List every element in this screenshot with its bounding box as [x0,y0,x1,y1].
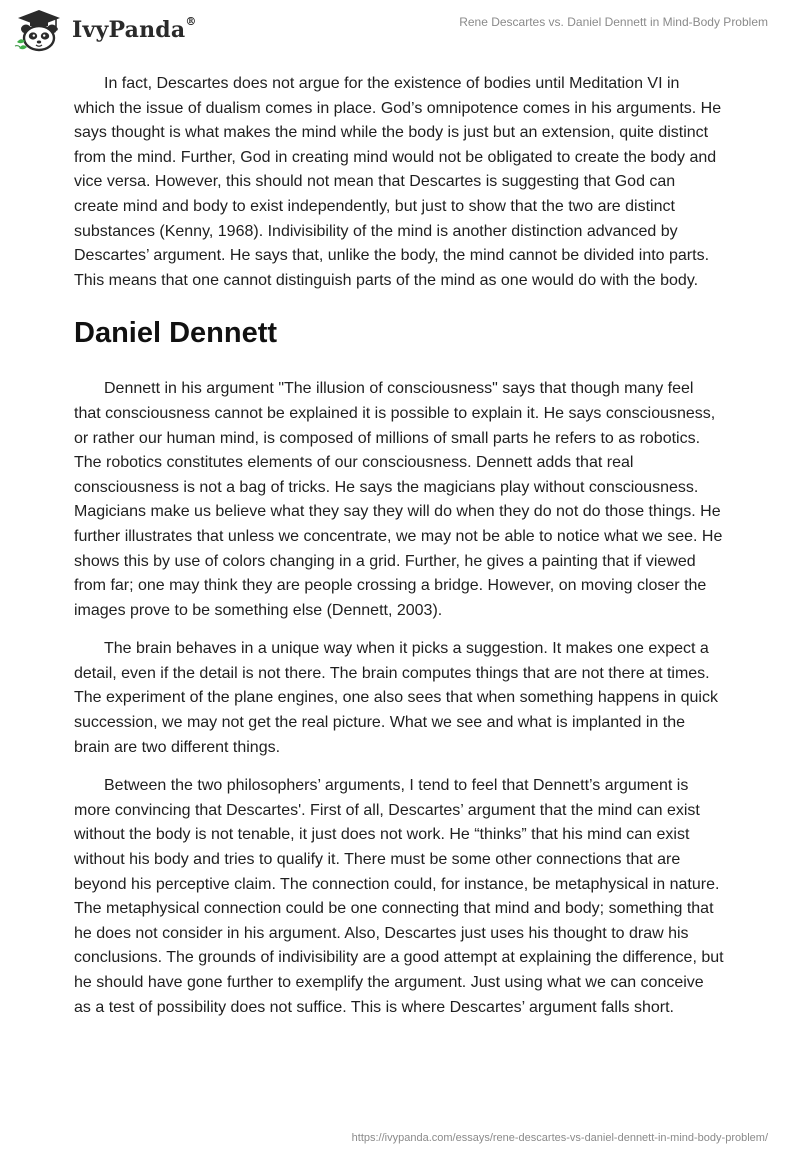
source-url[interactable]: https://ivypanda.com/essays/rene-descartes-vs-daniel-dennett-in-mind-body-problem/ [351,1132,768,1144]
brand-name: IvyPanda® [72,15,197,43]
paragraph: Dennett in his argument "The illusion of consciousness" says that though many feel that consciousness cannot be explained it is possible to explain it. He says consciousness, or rather our human mind, is composed of millions of small parts he refers to as robotics. The robotics constitutes elements of our consciousness. Dennett adds that real consciousness is not a bag of tricks. He says the magicians play without consciousness. Magicians make us believe what they say they will do when they do not do those things. He further illustrates that unless we concentrate, we may not be able to notice what we see. He shows this by use of colors changing in a grid. Further, he gives a painting that if viewed from far; one may think they are people crossing a bridge. However, on moving closer the images prove to be something else (Dennett, 2003). [74,380,723,619]
paragraph: Between the two philosophers’ arguments, I tend to feel that Dennett’s argument is more convincing that Descartes'. First of all, Descartes’ argument that the mind can exist without the body is not tenable, it just does not work. He “thinks” that his mind can exist without his body and tries to qualify it. There must be some other connections that are beyond his perceptive claim. The connection could, for instance, be metaphysical in nature. The metaphysical connection could be one connecting that mind and body; something that he does not consider in his argument. Also, Descartes just uses his thought to draw his conclusions. The grounds of indivisibility are a good attempt at explaining the difference, but he should have gone further to exemplify the argument. Just using what we can conceive as a test of possibility does not suffice. This is where Descartes’ argument falls short. [74,777,724,1016]
page-header [0,0,800,60]
panda-graduate-icon [14,8,64,52]
paragraph: The brain behaves in a unique way when it picks a suggestion. It makes one expect a detail, even if the detail is not there. The brain computes things that are not there at times. The experiment of the plane engines, one also sees that when something happens in quick succession, we may not get the real picture. What we see and what is implanted in the brain are two different things. [74,640,718,756]
ivypanda-logo[interactable] [14,8,197,52]
section-heading: Daniel Dennett [74,317,278,350]
paragraph: In fact, Descartes does not argue for the existence of bodies until Meditation VI in which the issue of dualism comes in place. God’s omnipotence comes in his arguments. He says thought is what makes the mind while the body is just but an extension, quite distinct from the mind. Further, God in creating mind would not be obligated to create the body and vice versa. However, this should not mean that Descartes is suggesting that God can create mind and body to exist independently, but just to show that the two are distinct substances (Kenny, 1968). Indivisibility of the mind is another distinction advanced by Descartes’ argument. He says that, unlike the body, the mind cannot be divided into parts. This means that one cannot distinguish parts of the mind as one would do with the body. [74,75,722,289]
registered-mark: ® [185,15,197,28]
document-title: Rene Descartes vs. Daniel Dennett in Mind-Body Problem [459,15,768,29]
essay-content [74,72,724,1034]
